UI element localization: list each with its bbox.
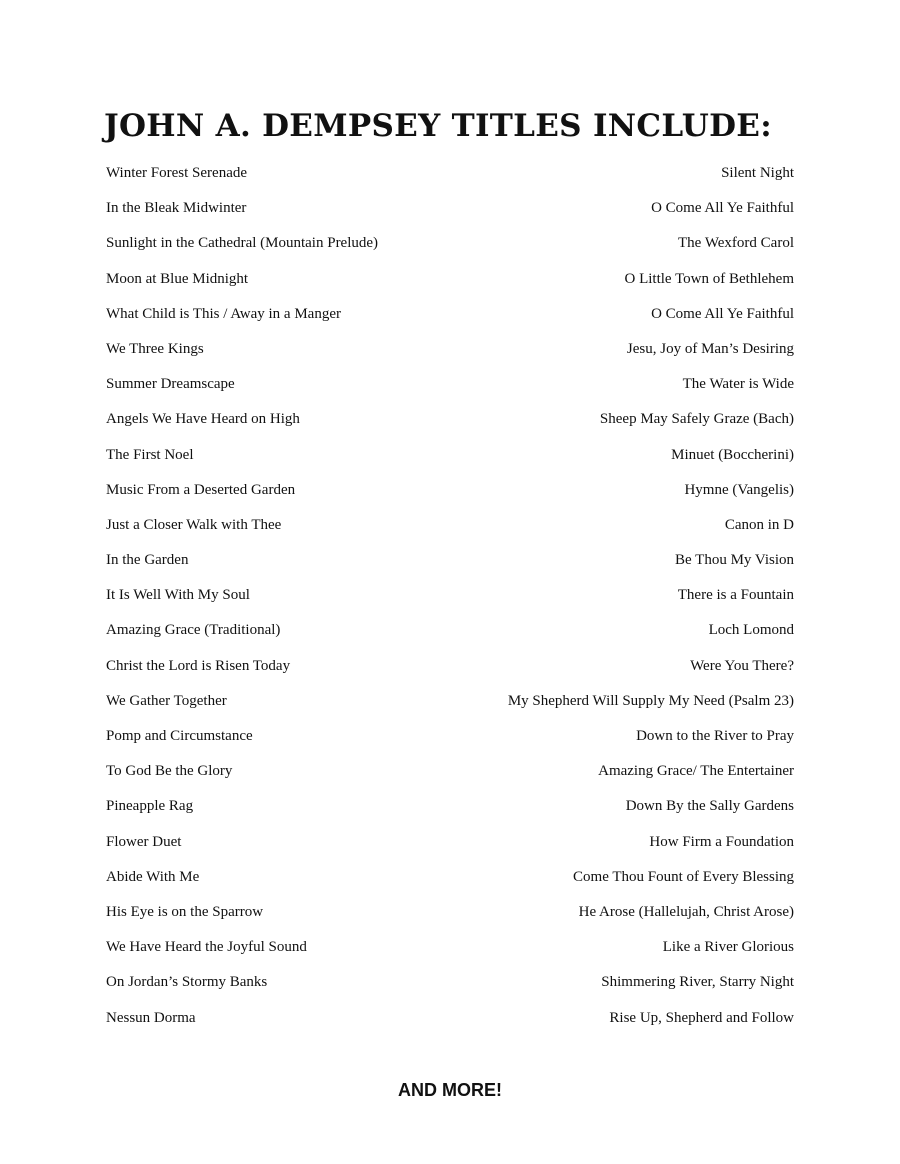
title-right: The Wexford Carol bbox=[678, 235, 794, 252]
title-right: Minuet (Boccherini) bbox=[671, 446, 794, 463]
title-left: On Jordan’s Stormy Banks bbox=[106, 974, 268, 991]
title-row bbox=[106, 723, 794, 758]
title-left: Nessun Dorma bbox=[106, 1009, 196, 1026]
title-left: Pineapple Rag bbox=[106, 798, 194, 815]
title-right: The Water is Wide bbox=[682, 376, 794, 393]
title-left: Abide With Me bbox=[106, 868, 200, 885]
title-right: Jesu, Joy of Man’s Desiring bbox=[626, 340, 794, 357]
title-left: We Three Kings bbox=[106, 340, 204, 357]
title-right: O Little Town of Bethlehem bbox=[624, 270, 794, 287]
title-right: Amazing Grace/ The Entertainer bbox=[598, 763, 794, 780]
title-right: He Arose (Hallelujah, Christ Arose) bbox=[578, 903, 794, 920]
title-left: His Eye is on the Sparrow bbox=[106, 903, 264, 920]
title-right: Loch Lomond bbox=[708, 622, 794, 639]
title-right: Rise Up, Shepherd and Follow bbox=[609, 1009, 794, 1026]
title-left: Pomp and Circumstance bbox=[106, 728, 253, 744]
title-row bbox=[106, 899, 794, 934]
title-left: Just a Closer Walk with Thee bbox=[106, 516, 282, 533]
title-right: Canon in D bbox=[724, 516, 794, 533]
title-row bbox=[106, 301, 794, 336]
title-right: How Firm a Foundation bbox=[649, 833, 794, 850]
title-right: Hymne (Vangelis) bbox=[684, 481, 794, 498]
title-row bbox=[106, 406, 794, 441]
title-right: My Shepherd Will Supply My Need (Psalm 23) bbox=[507, 692, 794, 709]
title-row bbox=[106, 653, 794, 688]
title-row bbox=[106, 864, 794, 899]
title-row bbox=[106, 512, 794, 547]
title-row bbox=[106, 617, 794, 652]
title-right: O Come All Ye Faithful bbox=[651, 200, 794, 217]
title-left: Moon at Blue Midnight bbox=[106, 270, 249, 287]
title-row bbox=[106, 1005, 794, 1040]
title-left: Christ the Lord is Risen Today bbox=[106, 657, 291, 674]
title-right: Shimmering River, Starry Night bbox=[601, 974, 794, 991]
title-row bbox=[106, 477, 794, 512]
title-row bbox=[106, 371, 794, 406]
title-left: To God Be the Glory bbox=[106, 763, 233, 780]
title-row bbox=[106, 688, 794, 723]
title-left: Amazing Grace (Traditional) bbox=[106, 622, 281, 639]
title-row bbox=[106, 195, 794, 230]
title-right: Were You There? bbox=[690, 657, 794, 674]
title-right: O Come All Ye Faithful bbox=[651, 305, 794, 322]
title-right: Like a River Glorious bbox=[662, 939, 794, 956]
title-row bbox=[106, 547, 794, 582]
title-right: There is a Fountain bbox=[677, 587, 794, 604]
title-row bbox=[106, 758, 794, 793]
title-row bbox=[106, 793, 794, 828]
and-more-footer: AND MORE! bbox=[398, 1080, 502, 1100]
title-row bbox=[106, 266, 794, 301]
page-title: JOHN A. DEMPSEY TITLES INCLUDE: bbox=[104, 108, 772, 144]
title-row bbox=[106, 969, 794, 1004]
title-row bbox=[106, 934, 794, 969]
title-left: We Have Heard the Joyful Sound bbox=[106, 939, 307, 956]
title-left: Flower Duet bbox=[106, 833, 182, 850]
title-left: Music From a Deserted Garden bbox=[106, 481, 296, 498]
title-right: Down to the River to Pray bbox=[636, 728, 794, 744]
title-row bbox=[106, 582, 794, 617]
title-left: We Gather Together bbox=[106, 692, 227, 709]
title-left: It Is Well With My Soul bbox=[106, 587, 250, 604]
title-right: Silent Night bbox=[721, 165, 794, 181]
title-left: The First Noel bbox=[106, 446, 194, 463]
title-right: Down By the Sally Gardens bbox=[625, 798, 794, 815]
title-left: Sunlight in the Cathedral (Mountain Prelude) bbox=[106, 235, 379, 252]
title-row bbox=[106, 336, 794, 371]
title-left: In the Bleak Midwinter bbox=[106, 200, 247, 217]
title-left: Summer Dreamscape bbox=[106, 376, 235, 393]
title-right: Sheep May Safely Graze (Bach) bbox=[599, 411, 794, 428]
title-left: Winter Forest Serenade bbox=[106, 165, 248, 181]
title-left: Angels We Have Heard on High bbox=[106, 411, 300, 428]
title-row bbox=[106, 829, 794, 864]
title-row bbox=[106, 442, 794, 477]
title-row bbox=[106, 160, 794, 195]
title-right: Be Thou My Vision bbox=[675, 552, 794, 569]
title-left: What Child is This / Away in a Manger bbox=[106, 305, 341, 322]
title-right: Come Thou Fount of Every Blessing bbox=[573, 868, 794, 885]
titles-list bbox=[106, 160, 794, 1040]
title-left: In the Garden bbox=[106, 552, 189, 569]
title-row bbox=[106, 230, 794, 265]
